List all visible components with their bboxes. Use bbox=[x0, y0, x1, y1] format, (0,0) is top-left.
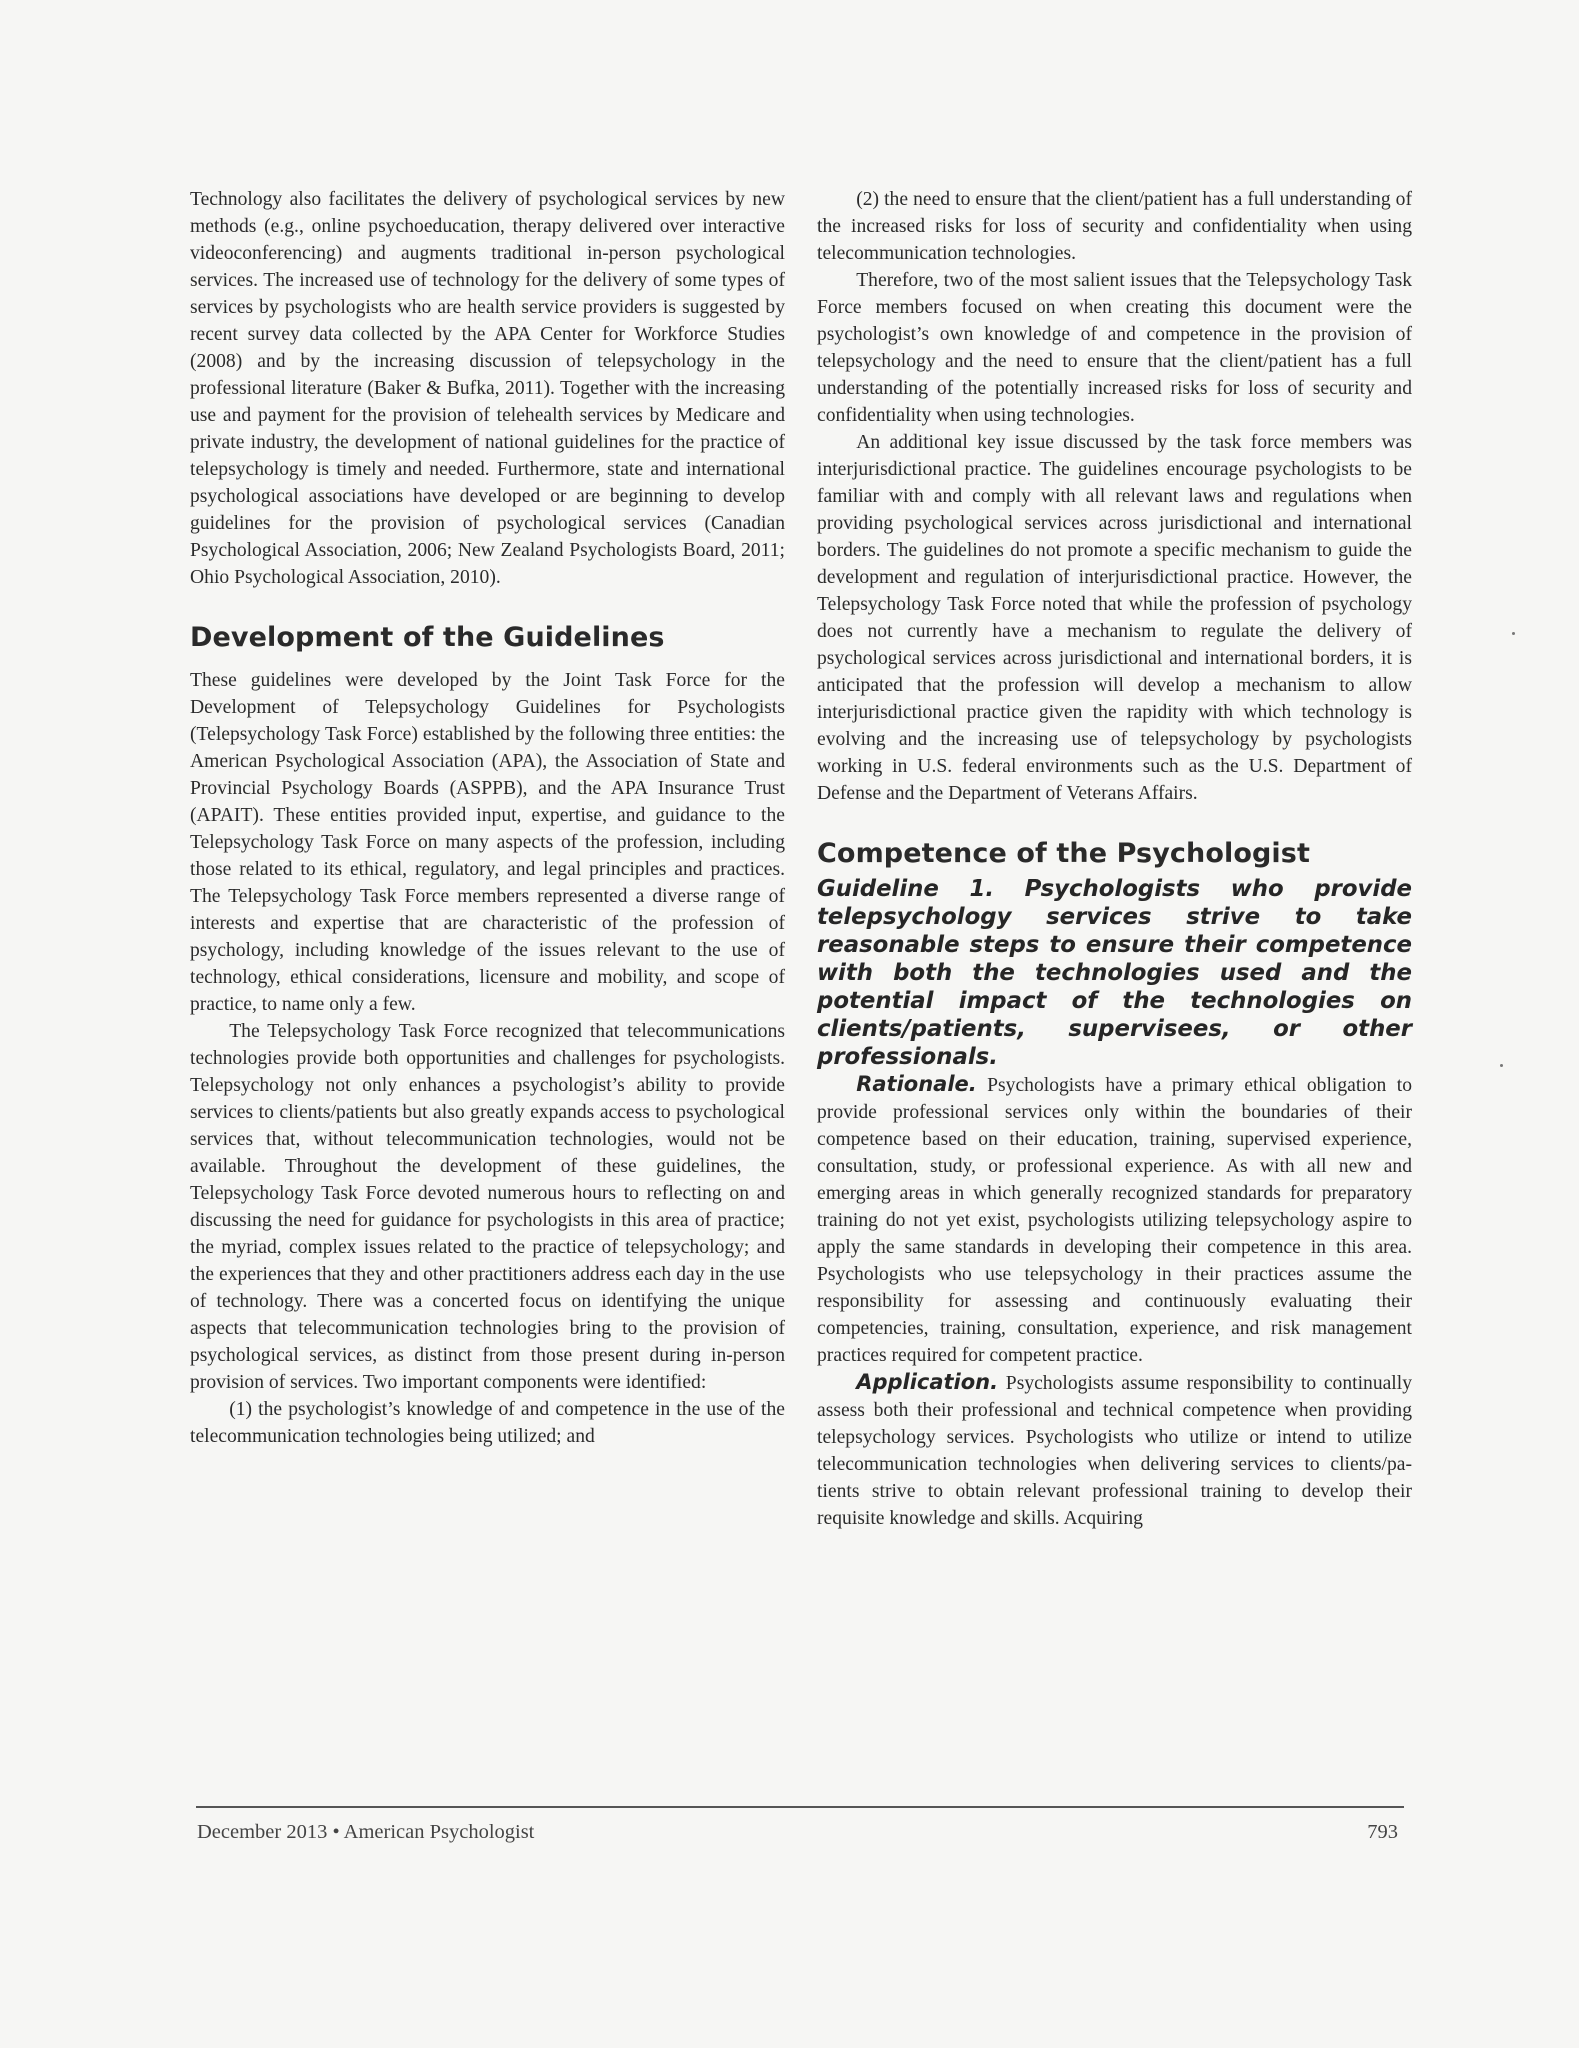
body-paragraph: These guidelines were developed by the Joint Task Force for the Development of Telepsychology Guidelines for Psychologists (Telepsychology Task Force) established by the following three entities: the American Psychological Association (APA), the Association of State and Provincial Psychology Boards (ASPPB), and the APA Insurance Trust (APAIT). These entities provided input, expertise, and guidance to the Telepsychology Task Force on many aspects of the profession, including those related to its ethical, regulatory, and legal principles and practices. The Telepsychology Task Force members represented a diverse range of interests and expertise that are characteristic of the profession of psychology, including knowledge of the issues relevant to the use of technology, ethical considerations, licensure and mobility, and scope of practice, to name only a few. bbox=[190, 670, 785, 1015]
application-label: Application. bbox=[856, 1370, 999, 1394]
section-heading-competence: Competence of the Psychologist bbox=[817, 838, 1310, 869]
right-column bbox=[817, 186, 1412, 1532]
body-paragraph: An additional key issue discussed by the task force members was interjurisdictional practice. The guidelines encourage psychologists to be familiar with and comply with all relevant laws and regulations when providing psychological services across jurisdictional and international borders. The guidelines do not promote a specific mechanism to guide the development and regulation of interjurisdictional practice. However, the Telepsychology Task Force noted that while the profession of psychology does not currently have a mechanism to regulate the delivery of psychological services across jurisdictional and international borders, it is anticipated that the profession will develop a mechanism to allow interjurisdictional practice given the rapidity with which technology is evolving and the increasing use of telepsychology by psychologists working in U.S. federal environments such as the U.S. Department of Defense and the Department of Veterans Affairs. bbox=[817, 432, 1412, 804]
page-number: 793 bbox=[1367, 1821, 1398, 1843]
rationale-paragraph bbox=[817, 1071, 1412, 1369]
body-paragraph: The Telepsychology Task Force recognized that telecommunications technologies provide both opportunities and challenges for psychologists. Telepsychology not only enhances a psychologist’s ability to provide services to clients/patients but also greatly expands access to psychological services that, without telecommunication technologies, would not be available. Throughout the development of these guidelines, the Telepsychology Task Force devoted numerous hours to reflecting on and discussing the need for guidance for psychologists in this area of practice; the myriad, complex issues related to the practice of telepsychology; and the experiences that they and other practitioners address each day in the use of technology. There was a concerted focus on identifying the unique aspects that telecommunication technologies bring to the provision of psychological services, as distinct from those present during in-person provision of services. Two important components were identified: bbox=[190, 1021, 785, 1393]
guideline-statement: Guideline 1. Psychologists who provide telepsychology services strive to take reasonable steps to ensure their competence with both the technologies used and the potential impact of the technologies on clients/patients, supervisees, or other professionals. bbox=[817, 876, 1412, 1070]
body-paragraph: Therefore, two of the most salient issues that the Telepsychology Task Force members focused on when creating this document were the psychologist’s own knowledge of and competence in the provision of telepsychology and the need to ensure that the client/patient has a full understanding of the potentially increased risks for loss of security and confidentiality when using technologies. bbox=[817, 270, 1412, 426]
body-paragraph: (2) the need to ensure that the client/patient has a full understanding of the increased risks for loss of security and confidentiality when using telecommunication technologies. bbox=[817, 189, 1412, 264]
left-column bbox=[190, 186, 785, 1450]
section-heading-development: Development of the Guidelines bbox=[190, 622, 665, 653]
rationale-label: Rationale. bbox=[856, 1072, 977, 1096]
scan-speck bbox=[1500, 1064, 1503, 1067]
footer-rule bbox=[196, 1806, 1404, 1808]
rationale-text: Psychologists have a primary ethical obligation to provide professional services only within the boundaries of their competence based on their education, training, supervised experience, consultation, study, or professional experience. As with all new and emerging areas in which generally recognized standards for preparatory training do not yet exist, psychologists utilizing telepsychology aspire to apply the same standards in developing their competence in this area. Psychologists who use telepsychology in their practices assume the responsibility for assessing and continuously evaluating their competencies, training, consultation, experience, and risk management practices required for competent practice. bbox=[817, 1075, 1412, 1366]
body-paragraph: (1) the psychologist’s knowledge of and competence in the use of the telecommunication technologies being utilized; and bbox=[190, 1399, 785, 1447]
application-paragraph bbox=[817, 1369, 1412, 1532]
scan-speck bbox=[1512, 632, 1515, 635]
footer-journal: December 2013 • American Psychologist bbox=[197, 1821, 535, 1843]
application-text: Psychologists assume responsibility to continually assess both their professional and technical competence when providing telepsychology services. Psychologists who utilize or intend to utilize telecommunication technologies when delivering services to clients/patients strive to obtain relevant professional training to develop their requisite knowledge and skills. Acquiring bbox=[817, 1373, 1412, 1529]
body-paragraph: Technology also facilitates the delivery of psychological services by new methods (e.g., online psychoeducation, therapy delivered over interactive videoconferencing) and augments traditional in-person psychological services. The increased use of technology for the delivery of some types of services by psychologists who are health service providers is suggested by recent survey data collected by the APA Center for Workforce Studies (2008) and by the increasing discussion of telepsychology in the professional literature (Baker & Bufka, 2011). Together with the increasing use and payment for the provision of telehealth services by Medicare and private industry, the development of national guidelines for the practice of telepsychology is timely and needed. Furthermore, state and international psychological associations have developed or are beginning to develop guidelines for the provision of psychological services (Canadian Psychological Association, 2006; New Zealand Psychologists Board, 2011; Ohio Psychological Association, 2010). bbox=[190, 189, 785, 588]
